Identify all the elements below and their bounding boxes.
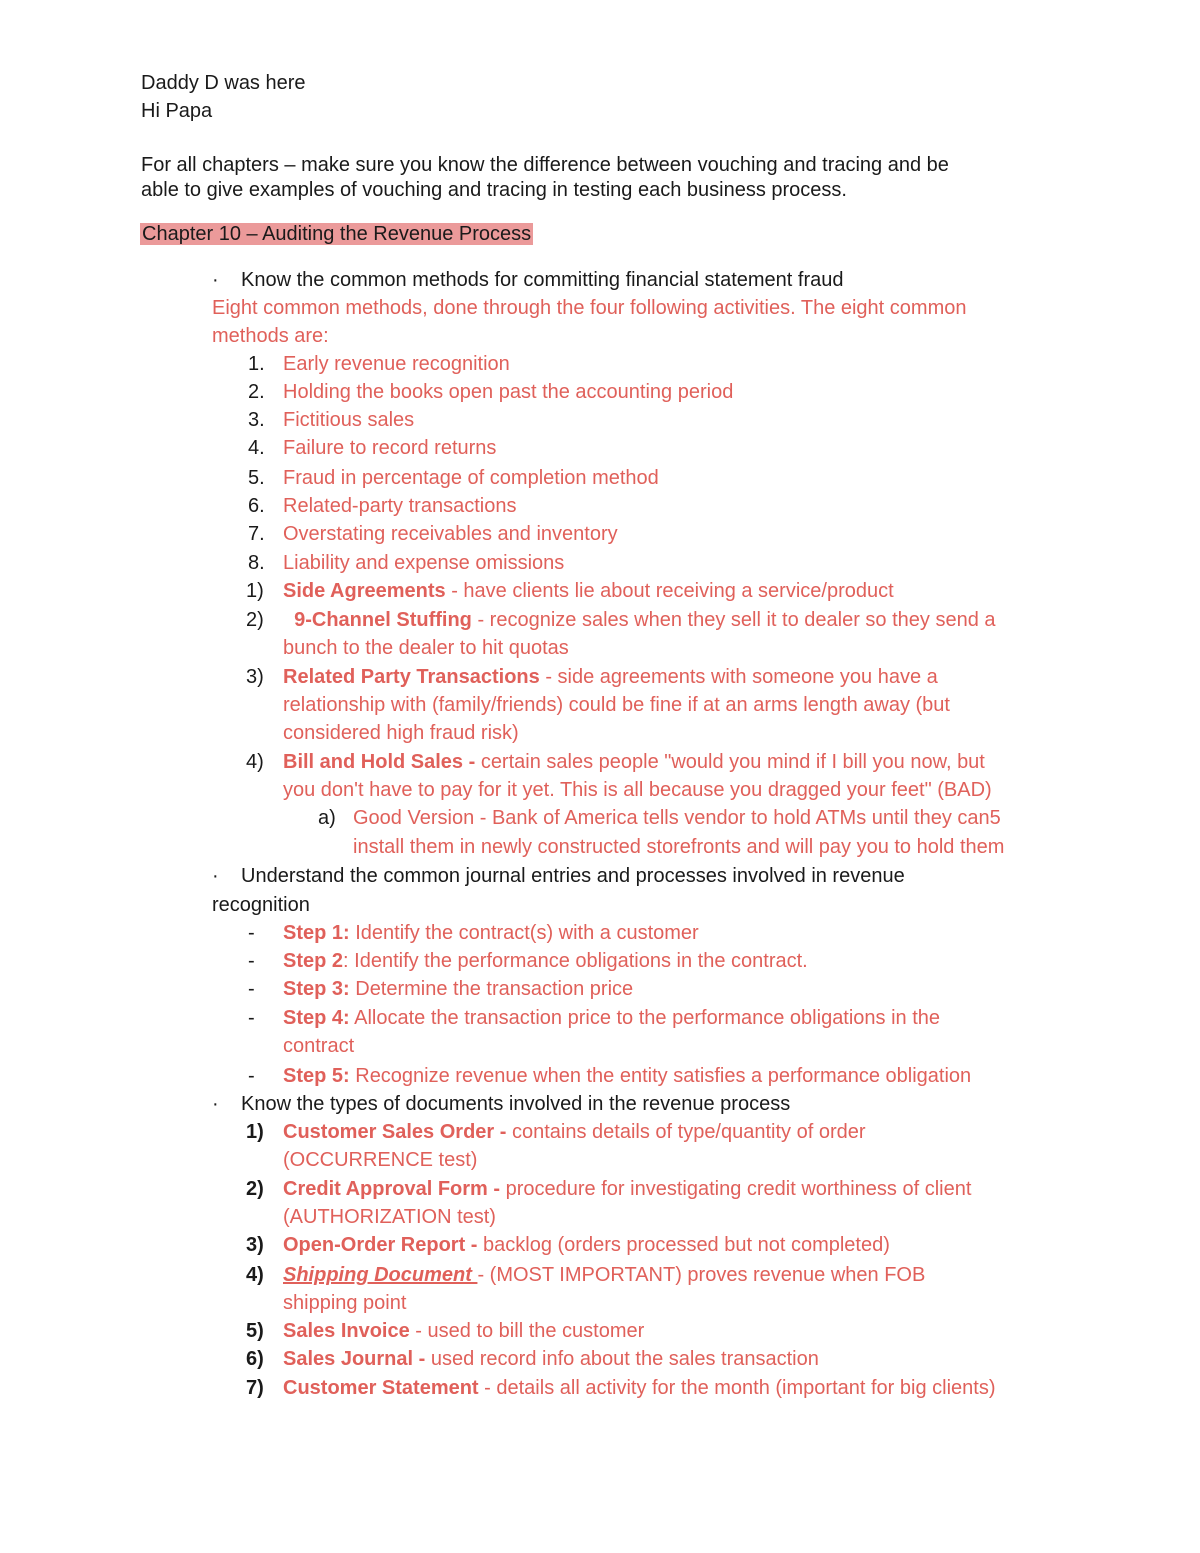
list-item: Liability and expense omissions [283,552,565,574]
list-item [283,577,894,605]
step-label: Step 5: [283,1065,350,1087]
step-item [283,975,633,1003]
list-number: 5. [248,467,265,489]
list-number: 4. [248,437,265,459]
list-number: 1) [246,1121,264,1143]
term-desc: - details all activity for the month (important for big clients) [478,1377,996,1399]
list-number: 4) [246,751,264,773]
step-label: Step 1: [283,922,350,944]
bullet: · [212,269,219,291]
section-title: Know the types of documents involved in the revenue process [241,1093,791,1115]
term-desc: - have clients lie about receiving a service/product [445,580,894,602]
term: Credit Approval Form - [283,1178,501,1200]
step-label: Step 2 [283,950,344,972]
term: Shipping Document [283,1264,478,1286]
list-item: Related-party transactions [283,495,517,517]
term-desc: backlog (orders processed but not completed) [477,1234,890,1256]
doc-item [283,1317,644,1345]
term: 9-Channel Stuffing [283,609,472,631]
term-desc: - used to bill the customer [409,1320,645,1342]
list-item: Failure to record returns [283,437,497,459]
doc-item [283,1374,995,1402]
term-desc: - recognize sales when they sell it to dealer so they send a [471,609,996,631]
list-item: Overstating receivables and inventory [283,523,618,545]
step-text: Allocate the transaction price to the performance obligations in the [349,1007,941,1029]
bullet: · [212,1093,219,1115]
chapter-heading-text: Chapter 10 – Auditing the Revenue Process [142,223,532,245]
chapter-heading [140,220,533,248]
term-desc: procedure for investigating credit worthiness of client [500,1178,972,1200]
list-item [283,748,985,776]
list-number: 3) [246,666,264,688]
intro-note-1: For all chapters – make sure you know the difference between vouching and tracing and be [141,154,949,176]
step-item [283,1062,971,1090]
list-number: 2) [246,1178,264,1200]
term: Side Agreements [283,580,446,602]
term: Related Party Transactions [283,666,540,688]
doc-item-cont: (AUTHORIZATION test) [283,1206,496,1228]
list-item: Holding the books open past the accounting period [283,381,734,403]
term-desc: certain sales people "would you mind if I bill you now, but [480,751,985,773]
intro-line-1: Daddy D was here [141,72,306,94]
term: Customer Statement [283,1377,479,1399]
step-text: Determine the transaction price [349,978,634,1000]
dash: - [248,950,255,972]
step-item-cont: contract [283,1035,355,1057]
list-number: 8. [248,552,265,574]
list-item-cont: you don't have to pay for it yet. This is all because you dragged your feet" (BAD) [283,779,992,801]
section-title: Understand the common journal entries and processes involved in revenue [241,865,905,887]
list-item-cont: considered high fraud risk) [283,722,519,744]
term-desc: used record info about the sales transaction [425,1348,819,1370]
doc-item-cont: shipping point [283,1292,407,1314]
step-text: Identify the contract(s) with a customer [349,922,699,944]
section-title: recognition [212,894,310,916]
list-number: a) [318,807,336,829]
list-number: 7. [248,523,265,545]
list-item: Fraud in percentage of completion method [283,467,659,489]
list-item [283,663,938,691]
list-number: 6) [246,1348,264,1370]
list-number: 1. [248,353,265,375]
list-item-cont: bunch to the dealer to hit quotas [283,637,569,659]
list-number: 2) [246,609,264,631]
step-text: : Identify the performance obligations in the contract. [343,950,808,972]
sub-item: Good Version - Bank of America tells vendor to hold ATMs until they can5 [353,807,1001,829]
dash: - [248,1065,255,1087]
list-number: 7) [246,1377,264,1399]
list-number: 3. [248,409,265,431]
doc-item [283,1231,890,1259]
doc-item [283,1345,819,1373]
step-text: Recognize revenue when the entity satisfies a performance obligation [349,1065,972,1087]
list-item-cont: relationship with (family/friends) could be fine if at an arms length away (but [283,694,950,716]
list-number: 3) [246,1234,264,1256]
doc-item [283,1118,866,1146]
term: Bill and Hold Sales - [283,751,481,773]
bullet: · [212,865,219,887]
sub-item-cont: install them in newly constructed storefronts and will pay you to hold them [353,836,1005,858]
doc-item-cont: (OCCURRENCE test) [283,1149,478,1171]
intro-note-2: able to give examples of vouching and tracing in testing each business process. [141,179,847,201]
step-item [283,919,699,947]
term: Sales Journal - [283,1348,426,1370]
list-number: 5) [246,1320,264,1342]
list-item: Fictitious sales [283,409,415,431]
term-desc: contains details of type/quantity of order [506,1121,866,1143]
step-item [283,1004,940,1032]
term: Customer Sales Order - [283,1121,507,1143]
term-desc: - side agreements with someone you have a [539,666,938,688]
term-desc: - (MOST IMPORTANT) proves revenue when FOB [477,1264,926,1286]
intro-line-2: Hi Papa [141,100,213,122]
step-label: Step 4: [283,1007,350,1029]
section-desc: Eight common methods, done through the four following activities. The eight common [212,297,967,319]
list-number: 1) [246,580,264,602]
doc-item [283,1261,925,1289]
step-label: Step 3: [283,978,350,1000]
list-number: 2. [248,381,265,403]
section-title: Know the common methods for committing financial statement fraud [241,269,844,291]
section-desc: methods are: [212,325,329,347]
dash: - [248,922,255,944]
doc-item [283,1175,971,1203]
term: Sales Invoice [283,1320,410,1342]
dash: - [248,1007,255,1029]
list-number: 6. [248,495,265,517]
list-number: 4) [246,1264,264,1286]
dash: - [248,978,255,1000]
step-item [283,947,808,975]
list-item: Early revenue recognition [283,353,510,375]
list-item [283,606,996,634]
term: Open-Order Report - [283,1234,478,1256]
